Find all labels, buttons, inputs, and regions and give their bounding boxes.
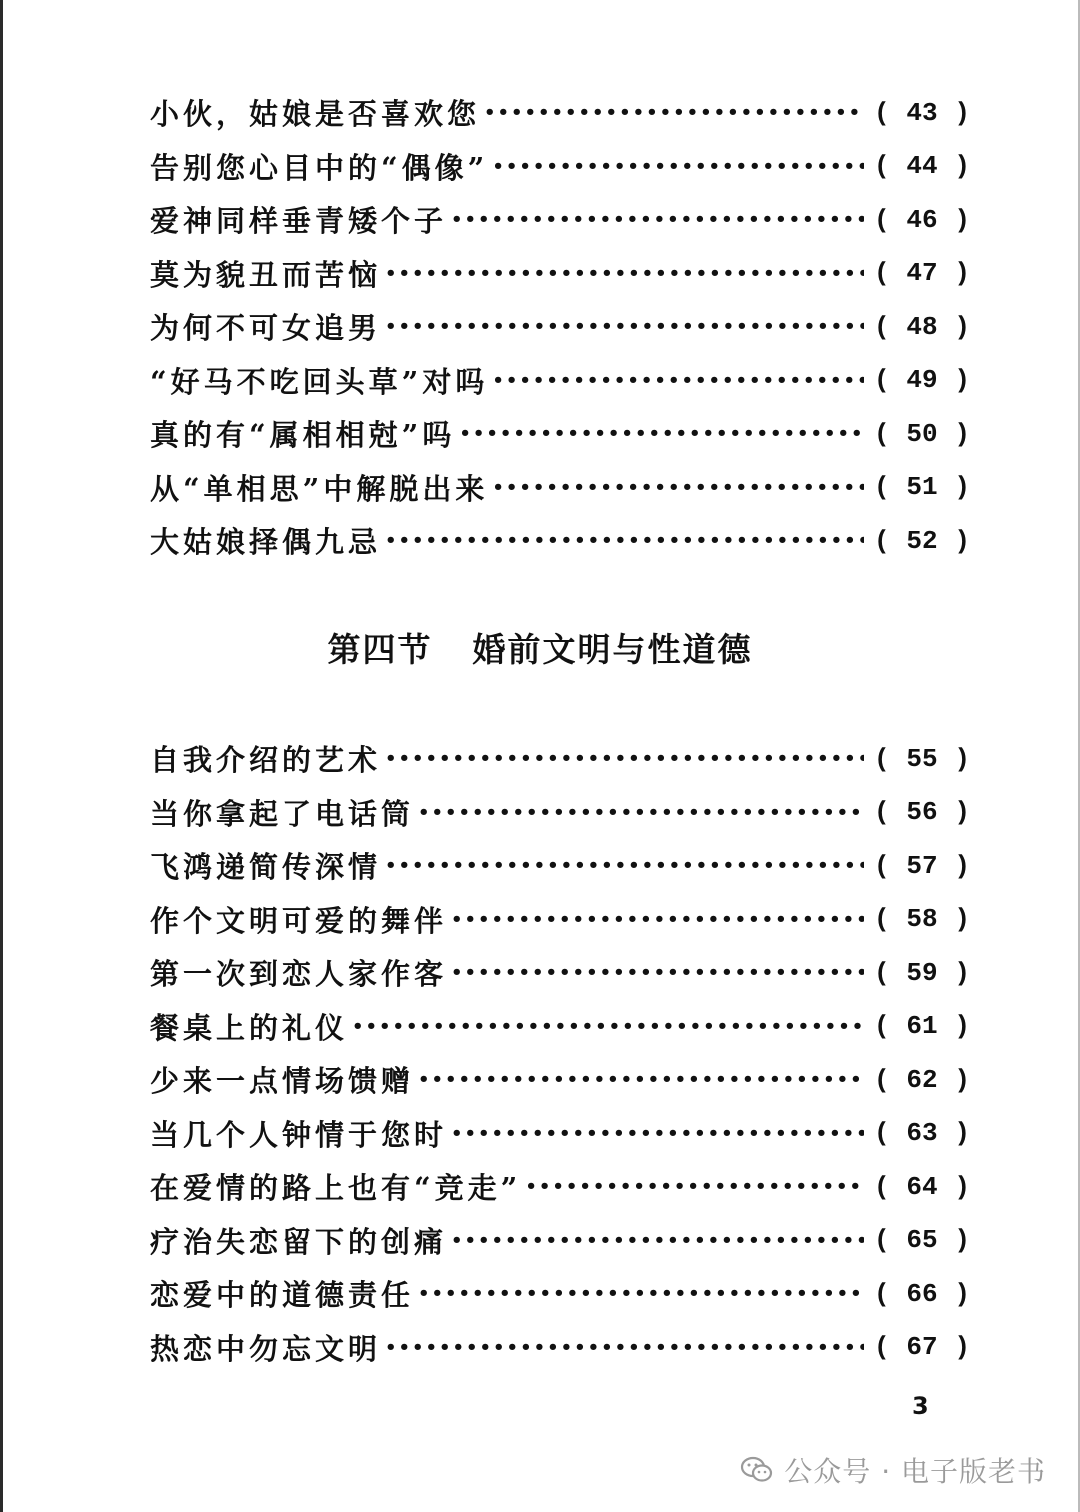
toc-entry [150,1321,970,1375]
toc-entry [150,839,970,893]
section-heading [0,624,1080,671]
page-num: 58 [906,904,938,935]
toc-leader-dots [459,423,864,444]
page-paren-close: ) [954,1011,970,1042]
page-paren-open: ( [874,97,890,128]
toc-leader-dots [451,962,864,983]
page-paren-open: ( [874,204,890,235]
page-num: 55 [906,743,938,774]
toc-entry-page [874,904,970,934]
page-paren-close: ) [954,743,970,774]
toc-entry [150,1053,970,1107]
page-paren-close: ) [954,311,970,342]
toc-entry-title: 大姑娘择偶九忌 [150,525,382,560]
toc-leader-dots [492,477,864,498]
toc-entry-title: 热恋中勿忘文明 [150,1331,382,1366]
toc-entry-page [874,958,970,988]
toc-entry-page [874,1118,970,1148]
toc-entry-title: 作个文明可爱的舞伴 [150,903,448,938]
toc-entry-page [874,151,970,181]
page-paren-open: ( [874,525,890,556]
toc-leader-dots [525,1176,864,1197]
toc-list-bottom [150,732,970,1374]
page-paren-open: ( [874,365,890,396]
toc-entry-page [874,1332,970,1362]
page-num: 50 [906,418,938,449]
toc-entry [150,1107,970,1161]
scan-left-edge [0,0,3,1512]
toc-entry-title: 疗治失恋留下的创痛 [150,1224,448,1259]
page-paren-close: ) [954,1278,970,1309]
page-paren-open: ( [874,258,890,289]
toc-leader-dots [492,370,864,391]
toc-entry-title: 莫为貌丑而苦恼 [150,257,382,292]
page-num: 49 [906,365,938,396]
toc-entry-page [874,1011,970,1041]
toc-entry [150,461,970,515]
page-paren-open: ( [874,1064,890,1095]
toc-entry [150,1267,970,1321]
page-num: 59 [906,957,938,988]
page-num: 48 [906,311,938,342]
page-num: 52 [906,525,938,556]
toc-leader-dots [385,855,864,876]
toc-leader-dots [418,1283,864,1304]
toc-entry [150,86,970,140]
page-paren-close: ) [954,365,970,396]
toc-entry-page [874,797,970,827]
toc-leader-dots [451,1123,864,1144]
page-num: 46 [906,204,938,235]
toc-leader-dots [352,1016,864,1037]
toc-leader-dots [451,909,864,930]
toc-entry [150,514,970,568]
toc-leader-dots [492,156,864,177]
page-number: 3 [912,1392,929,1420]
page-paren-close: ) [954,1225,970,1256]
page-paren-close: ) [954,1171,970,1202]
toc-leader-dots [451,209,864,230]
page-paren-close: ) [954,258,970,289]
toc-entry-title: 飞鸿递简传深情 [150,850,382,885]
wechat-icon [740,1455,774,1485]
page-num: 51 [906,472,938,503]
page-num: 44 [906,151,938,182]
toc-leader-dots [385,263,864,284]
toc-entry-page [874,98,970,128]
watermark-text: 公众号 · 电子版老书 [784,1455,1046,1488]
toc-entry-title: 告别您心目中的“偶像” [150,150,489,185]
page-paren-open: ( [874,797,890,828]
toc-entry [150,140,970,194]
toc-entry-page [874,1279,970,1309]
page-paren-close: ) [954,151,970,182]
page-paren-close: ) [954,957,970,988]
watermark [740,1450,1046,1490]
page-paren-open: ( [874,743,890,774]
toc-entry [150,893,970,947]
page-num: 65 [906,1225,938,1256]
toc-entry-title: “好马不吃回头草”对吗 [150,364,489,399]
toc-leader-dots [451,1230,864,1251]
toc-entry [150,1214,970,1268]
page-num: 57 [906,850,938,881]
page-num: 62 [906,1064,938,1095]
section-label: 第四节 [327,630,433,669]
page-num: 43 [906,97,938,128]
toc-entry [150,1160,970,1214]
toc-entry-title: 餐桌上的礼仪 [150,1010,349,1045]
page-num: 63 [906,1118,938,1149]
page-num: 47 [906,258,938,289]
section-title: 婚前文明与性道德 [472,630,753,669]
page-paren-close: ) [954,1332,970,1363]
toc-entry-title: 爱神同样垂青矮个子 [150,204,448,239]
page-paren-open: ( [874,904,890,935]
page-paren-close: ) [954,1118,970,1149]
page-paren-open: ( [874,1225,890,1256]
toc-entry-page [874,258,970,288]
page-paren-open: ( [874,311,890,342]
toc-leader-dots [385,530,864,551]
page-paren-open: ( [874,472,890,503]
page-num: 56 [906,797,938,828]
page-paren-close: ) [954,797,970,828]
toc-entry-page [874,1065,970,1095]
toc-entry-title: 在爱情的路上也有“竞走” [150,1171,522,1206]
toc-leader-dots [484,102,864,123]
page-paren-close: ) [954,904,970,935]
toc-entry [150,354,970,408]
page-paren-close: ) [954,472,970,503]
page-paren-open: ( [874,1118,890,1149]
page-paren-open: ( [874,1332,890,1363]
page-paren-open: ( [874,850,890,881]
toc-entry-page [874,419,970,449]
page-paren-close: ) [954,97,970,128]
toc-entry [150,247,970,301]
toc-entry-title: 为何不可女追男 [150,311,382,346]
toc-entry-page [874,744,970,774]
page-num: 67 [906,1332,938,1363]
page-paren-open: ( [874,1171,890,1202]
toc-entry-page [874,851,970,881]
toc-entry [150,1000,970,1054]
toc-entry-title: 自我介绍的艺术 [150,743,382,778]
toc-entry-page [874,526,970,556]
toc-entry-page [874,205,970,235]
toc-entry [150,732,970,786]
toc-entry-title: 当几个人钟情于您时 [150,1117,448,1152]
toc-list-top [150,86,970,568]
toc-leader-dots [385,316,864,337]
page-paren-close: ) [954,204,970,235]
toc-entry-title: 恋爱中的道德责任 [150,1278,415,1313]
page-paren-close: ) [954,850,970,881]
page-num: 64 [906,1171,938,1202]
toc-entry-title: 从“单相思”中解脱出来 [150,471,489,506]
toc-entry [150,407,970,461]
toc-entry-title: 第一次到恋人家作客 [150,957,448,992]
page-paren-open: ( [874,1011,890,1042]
page-paren-close: ) [954,1064,970,1095]
toc-entry-title: 小伙，姑娘是否喜欢您 [150,97,481,132]
page-paren-open: ( [874,1278,890,1309]
page-paren-open: ( [874,151,890,182]
toc-entry-title: 真的有“属相相尅”吗 [150,418,456,453]
toc-entry-title: 少来一点情场馈赠 [150,1064,415,1099]
toc-leader-dots [385,1337,864,1358]
toc-leader-dots [418,1069,864,1090]
page-paren-close: ) [954,525,970,556]
toc-entry [150,193,970,247]
toc-leader-dots [385,748,864,769]
toc-entry [150,786,970,840]
toc-entry-title: 当你拿起了电话筒 [150,796,415,831]
toc-entry [150,300,970,354]
toc-entry-page [874,312,970,342]
page-paren-close: ) [954,418,970,449]
toc-entry-page [874,1225,970,1255]
toc-entry-page [874,472,970,502]
toc-entry-page [874,1172,970,1202]
page-paren-open: ( [874,418,890,449]
toc-entry-page [874,365,970,395]
toc-entry [150,946,970,1000]
page-num: 66 [906,1278,938,1309]
page-num: 61 [906,1011,938,1042]
toc-leader-dots [418,802,864,823]
page-paren-open: ( [874,957,890,988]
